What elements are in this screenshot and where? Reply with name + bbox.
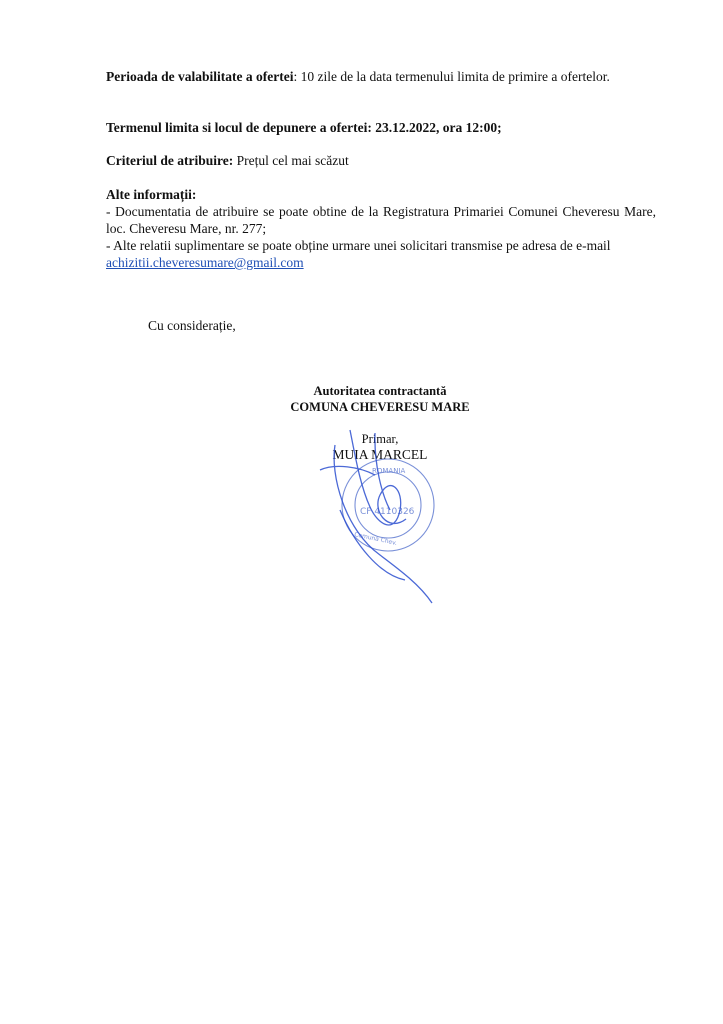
mayor-role: Primar, [361, 432, 399, 446]
other-info-line-2: - Alte relatii suplimentare se poate obține urmare unei solicitari transmise pe adresa de e-mail [106, 238, 611, 253]
validity-text: : 10 zile de la data termenului limita de primire a ofertelor. [293, 69, 610, 84]
other-info-section [106, 186, 656, 271]
other-info-label: Alte informații: [106, 187, 197, 202]
svg-text:Comuna Chev.: Comuna Chev. [353, 531, 398, 547]
deadline-paragraph: Termenul limita si locul de depunere a ofertei: 23.12.2022, ora 12:00; [106, 120, 502, 135]
email-link[interactable]: achizitii.cheveresumare@gmail.com [106, 255, 304, 270]
criteria-text: Prețul cel mai scăzut [233, 153, 349, 168]
authority-line-1: Autoritatea contractantă [313, 384, 447, 398]
criteria-paragraph [106, 152, 656, 169]
validity-label: Perioada de valabilitate a ofertei [106, 69, 294, 84]
svg-text:CF 4110326: CF 4110326 [360, 507, 415, 517]
closing-text: Cu considerație, [148, 318, 236, 333]
other-info-line-1: - Documentatia de atribuire se poate obtine de la Registratura Primariei Comunei Cheveresu Mare, loc. Cheveresu Mare, nr. 277; [106, 204, 656, 236]
criteria-label: Criteriul de atribuire: [106, 153, 234, 168]
validity-paragraph [106, 68, 656, 85]
authority-line-2: COMUNA CHEVERESU MARE [290, 400, 470, 414]
signature-icon [320, 430, 432, 603]
stamp-and-signature-image [300, 415, 460, 615]
svg-text:ROMANIA: ROMANIA [372, 467, 406, 475]
mayor-name: MUIA MARCEL [332, 447, 428, 462]
